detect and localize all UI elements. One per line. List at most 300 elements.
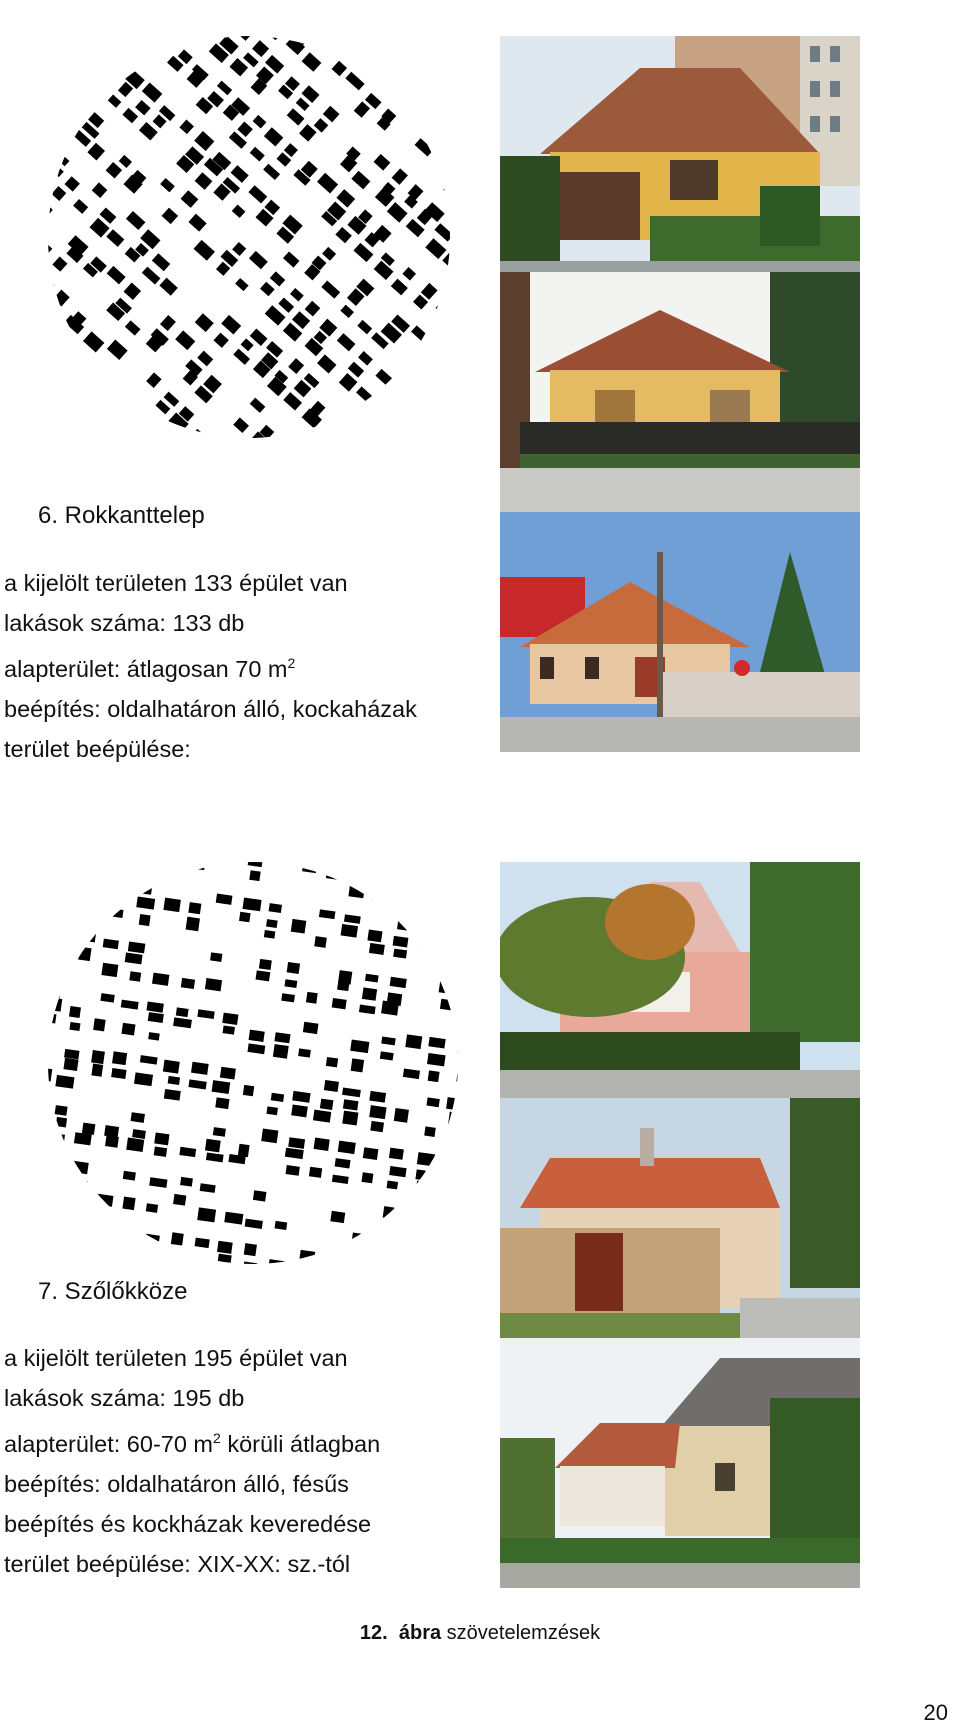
- building-footprint: [306, 992, 318, 1004]
- figure-caption: [0, 1622, 960, 1645]
- building-footprint: [112, 1051, 127, 1065]
- building-footprint: [232, 242, 246, 256]
- building-footprint: [426, 1097, 439, 1107]
- building-footprint: [322, 247, 336, 261]
- building-footprint: [337, 333, 356, 351]
- photo-pink-gable-house-with-trees: [500, 862, 860, 1098]
- building-footprint: [217, 1241, 233, 1254]
- building-footprint: [301, 85, 319, 103]
- building-footprint: [448, 1112, 458, 1127]
- building-footprint: [122, 1197, 135, 1211]
- building-footprint: [428, 1037, 445, 1049]
- building-footprint: [394, 1108, 409, 1123]
- building-footprint: [213, 1127, 226, 1137]
- building-footprint: [332, 998, 347, 1009]
- building-footprint: [260, 282, 275, 297]
- building-footprint: [342, 1087, 361, 1097]
- building-footprint: [135, 100, 151, 115]
- building-footprint: [248, 185, 267, 203]
- building-footprint: [175, 330, 195, 350]
- building-footprint: [438, 154, 450, 169]
- building-footprint: [152, 253, 170, 271]
- building-footprint: [129, 971, 141, 981]
- szolokkoze-details: [4, 1338, 380, 1584]
- building-footprint: [134, 1072, 153, 1086]
- building-footprint: [340, 305, 354, 318]
- building-footprint: [48, 897, 50, 911]
- building-footprint: [126, 211, 146, 230]
- building-footprint: [335, 227, 351, 243]
- building-footprint: [173, 1017, 192, 1028]
- building-footprint: [379, 1222, 396, 1236]
- building-footprint: [425, 238, 446, 259]
- building-footprint: [195, 313, 214, 332]
- building-footprint: [429, 346, 445, 362]
- building-footprint: [299, 1250, 315, 1264]
- building-footprint: [326, 1057, 338, 1067]
- building-footprint: [427, 1241, 445, 1253]
- building-footprint: [48, 275, 54, 294]
- building-footprint: [124, 39, 139, 54]
- dwelling-count-line: lakások száma: 195 db: [4, 1385, 245, 1411]
- building-footprint: [232, 205, 246, 218]
- building-footprint: [391, 279, 408, 296]
- building-footprint: [412, 366, 427, 381]
- building-footprint: [142, 82, 163, 102]
- building-footprint: [354, 101, 370, 117]
- building-footprint: [250, 147, 265, 162]
- building-footprint: [48, 161, 64, 177]
- building-footprint: [101, 963, 118, 977]
- development-period-line: terület beépülése: XIX-XX: sz.-tól: [4, 1550, 351, 1577]
- building-footprint: [154, 1132, 169, 1145]
- building-footprint: [374, 154, 391, 171]
- building-footprint: [173, 1194, 186, 1206]
- building-footprint: [48, 303, 60, 320]
- building-footprint: [248, 862, 263, 867]
- building-footprint: [153, 114, 167, 128]
- building-footprint: [421, 283, 438, 300]
- building-footprint: [186, 917, 200, 932]
- building-footprint: [96, 1194, 113, 1207]
- building-footprint: [178, 49, 193, 64]
- building-footprint: [443, 180, 450, 198]
- map-drawing: [48, 36, 450, 438]
- building-footprint: [389, 1166, 407, 1177]
- building-footprint: [125, 320, 141, 335]
- building-footprint: [64, 1217, 80, 1229]
- building-footprint: [448, 292, 450, 307]
- building-footprint: [197, 1207, 216, 1222]
- building-footprint: [53, 75, 73, 94]
- building-footprint: [179, 120, 194, 135]
- building-footprint: [217, 1254, 232, 1264]
- building-footprint: [121, 1023, 135, 1036]
- building-footprint: [242, 898, 261, 912]
- building-footprint: [164, 1089, 181, 1101]
- building-footprint: [303, 1022, 319, 1034]
- building-footprint: [269, 903, 282, 913]
- building-footprint: [393, 936, 409, 948]
- building-footprint: [239, 912, 251, 922]
- building-footprint: [431, 1225, 444, 1239]
- building-footprint: [231, 165, 249, 183]
- building-footprint: [106, 162, 122, 178]
- building-footprint: [362, 987, 377, 1000]
- building-footprint: [216, 262, 230, 276]
- building-footprint: [397, 917, 410, 931]
- building-footprint: [145, 1234, 160, 1243]
- building-footprint: [337, 981, 349, 991]
- building-footprint: [264, 127, 283, 146]
- building-footprint: [73, 1179, 88, 1192]
- building-footprint: [350, 1040, 369, 1054]
- building-footprint: [93, 1225, 105, 1238]
- building-footprint: [288, 358, 304, 374]
- building-footprint: [237, 122, 252, 137]
- building-footprint: [446, 1097, 458, 1111]
- building-footprint: [48, 957, 60, 969]
- building-footprint: [51, 186, 66, 201]
- building-footprint: [266, 919, 278, 928]
- building-footprint: [361, 1172, 373, 1183]
- building-footprint: [249, 1030, 265, 1042]
- floor-area-unit-exponent: 2: [287, 655, 296, 671]
- building-footprint: [149, 39, 165, 56]
- building-footprint: [290, 288, 304, 301]
- building-footprint: [222, 1013, 238, 1025]
- building-footprint: [292, 1091, 310, 1103]
- building-footprint: [370, 1121, 384, 1132]
- building-footprint: [367, 929, 382, 942]
- building-footprint: [442, 252, 450, 269]
- building-footprint: [71, 1193, 84, 1204]
- building-footprint: [48, 1067, 52, 1082]
- building-footprint: [342, 1111, 358, 1126]
- building-footprint: [351, 171, 370, 190]
- building-footprint: [281, 993, 295, 1002]
- building-footprint: [91, 1239, 103, 1251]
- building-footprint: [327, 862, 345, 866]
- building-footprint: [440, 1187, 455, 1200]
- building-footprint: [415, 138, 434, 156]
- building-footprint: [352, 862, 369, 866]
- building-footprint: [428, 418, 445, 435]
- building-footprint: [224, 1212, 243, 1225]
- building-footprint: [194, 131, 214, 151]
- building-footprint: [104, 1125, 119, 1137]
- building-footprint: [314, 1138, 330, 1151]
- building-footprint: [291, 919, 307, 934]
- building-footprint: [402, 267, 416, 281]
- building-footprint: [343, 1099, 359, 1110]
- building-footprint: [238, 1144, 250, 1157]
- building-footprint: [430, 896, 442, 908]
- building-footprint: [275, 1221, 288, 1230]
- building-footprint: [428, 1070, 440, 1082]
- building-footprint: [110, 57, 125, 72]
- building-footprint: [245, 1219, 263, 1229]
- building-footprint: [122, 108, 138, 123]
- building-footprint: [446, 924, 458, 938]
- building-footprint: [149, 1177, 167, 1188]
- building-footprint: [381, 392, 400, 411]
- building-footprint: [278, 298, 294, 313]
- building-footprint: [314, 936, 327, 948]
- building-footprint: [100, 993, 114, 1002]
- building-footprint: [83, 48, 97, 62]
- building-footprint: [441, 370, 450, 383]
- building-footprint: [323, 106, 340, 123]
- building-footprint: [48, 36, 53, 39]
- building-footprint: [332, 61, 348, 77]
- building-footprint: [197, 1009, 214, 1019]
- building-footprint: [247, 1043, 265, 1054]
- building-footprint: [72, 1161, 89, 1174]
- building-footprint: [348, 362, 364, 378]
- building-footprint: [357, 320, 372, 334]
- building-footprint: [82, 904, 94, 916]
- building-footprint: [191, 1062, 209, 1075]
- building-footprint: [118, 82, 133, 97]
- building-footprint: [154, 1146, 168, 1156]
- floor-area-text: alapterület: 60-70 m: [4, 1430, 214, 1457]
- building-footprint: [48, 203, 53, 218]
- building-footprint: [131, 1112, 145, 1123]
- building-footprint: [48, 1158, 64, 1172]
- floor-area-text: alapterület: átlagosan 70 m: [4, 655, 288, 682]
- building-footprint: [148, 1032, 160, 1040]
- building-footprint: [125, 952, 143, 964]
- building-footprint: [206, 1152, 224, 1162]
- building-footprint: [194, 240, 215, 261]
- building-footprint: [62, 1232, 81, 1246]
- building-footprint: [381, 1001, 399, 1016]
- photo-orange-roof-house-with-brick-wall: [500, 1098, 860, 1338]
- building-footprint: [321, 281, 340, 299]
- building-footprint: [215, 1097, 229, 1109]
- building-footprint: [55, 1075, 74, 1089]
- building-footprint: [285, 1148, 304, 1159]
- building-footprint: [140, 1055, 158, 1064]
- building-count-line: a kijelölt területen 195 épület van: [4, 1345, 348, 1371]
- building-footprint: [326, 869, 342, 880]
- building-footprint: [249, 870, 260, 881]
- building-footprint: [330, 1211, 345, 1223]
- building-footprint: [141, 1246, 158, 1255]
- building-footprint: [250, 398, 266, 413]
- floor-area-unit-exponent: 2: [213, 1430, 221, 1446]
- building-footprint: [419, 934, 435, 947]
- building-footprint: [442, 1171, 455, 1182]
- building-footprint: [317, 354, 336, 373]
- building-footprint: [48, 1012, 56, 1023]
- building-footprint: [223, 1025, 235, 1034]
- building-footprint: [298, 1048, 311, 1057]
- building-footprint: [164, 392, 180, 407]
- building-footprint: [212, 1080, 231, 1094]
- dwelling-count-line: lakások száma: 133 db: [4, 610, 245, 636]
- building-footprint: [63, 1058, 78, 1071]
- building-footprint: [48, 868, 49, 882]
- building-footprint: [64, 1049, 79, 1059]
- building-footprint: [256, 970, 271, 981]
- building-footprint: [103, 939, 119, 950]
- building-footprint: [152, 973, 169, 986]
- building-footprint: [139, 914, 151, 926]
- building-footprint: [440, 999, 453, 1011]
- building-footprint: [119, 155, 132, 168]
- building-footprint: [259, 959, 272, 970]
- building-footprint: [235, 278, 248, 291]
- building-footprint: [140, 886, 152, 895]
- building-footprint: [205, 1139, 221, 1153]
- building-footprint: [416, 1181, 427, 1192]
- building-footprint: [205, 978, 222, 991]
- building-footprint: [128, 942, 146, 954]
- building-footprint: [299, 124, 317, 142]
- building-footprint: [111, 1068, 126, 1079]
- building-footprint: [163, 1060, 180, 1074]
- building-type-line-2: beépítés és kockházak keveredése: [4, 1510, 372, 1537]
- building-footprint: [351, 1232, 365, 1245]
- building-footprint: [82, 1123, 95, 1135]
- building-footprint: [181, 978, 195, 989]
- building-footprint: [146, 1203, 158, 1213]
- building-footprint: [195, 1238, 210, 1249]
- building-footprint: [390, 419, 409, 438]
- building-footprint: [325, 428, 339, 438]
- building-footprint: [383, 1206, 395, 1219]
- building-footprint: [387, 202, 408, 222]
- building-footprint: [313, 1110, 331, 1123]
- building-footprint: [317, 173, 338, 194]
- building-footprint: [273, 1044, 289, 1059]
- building-footprint: [114, 877, 133, 892]
- building-footprint: [91, 1254, 103, 1264]
- building-footprint: [55, 928, 71, 938]
- building-footprint: [320, 1259, 338, 1264]
- figure-number: 12.: [359, 1622, 388, 1644]
- building-footprint: [446, 360, 450, 377]
- building-footprint: [415, 1169, 429, 1180]
- building-footprint: [264, 930, 275, 939]
- building-footprint: [422, 925, 435, 938]
- building-footprint: [241, 338, 254, 351]
- building-footprint: [124, 283, 142, 300]
- building-footprint: [417, 1152, 435, 1166]
- building-footprint: [162, 208, 179, 224]
- building-footprint: [436, 302, 450, 318]
- building-footprint: [180, 1177, 193, 1187]
- building-footprint: [369, 1091, 386, 1103]
- building-footprint: [344, 914, 361, 924]
- building-footprint: [80, 929, 97, 942]
- building-footprint: [91, 76, 107, 92]
- building-footprint: [433, 867, 446, 878]
- building-footprint: [369, 1105, 386, 1119]
- building-footprint: [359, 1005, 376, 1015]
- building-footprint: [345, 72, 364, 91]
- building-footprint: [287, 962, 300, 974]
- building-footprint: [83, 331, 104, 352]
- building-footprint: [132, 1129, 146, 1139]
- building-footprint: [261, 1128, 278, 1143]
- building-footprint: [188, 1079, 206, 1089]
- building-footprint: [380, 1051, 394, 1060]
- building-footprint: [244, 1243, 257, 1256]
- building-footprint: [439, 981, 458, 994]
- building-footprint: [253, 1190, 267, 1201]
- building-footprint: [253, 115, 267, 129]
- building-footprint: [55, 1105, 68, 1116]
- building-footprint: [48, 997, 62, 1012]
- building-footprint: [68, 57, 86, 74]
- building-footprint: [403, 1222, 419, 1232]
- building-footprint: [233, 36, 251, 41]
- building-footprint: [221, 315, 241, 335]
- building-footprint: [126, 1138, 144, 1152]
- building-footprint: [286, 1165, 300, 1176]
- building-footprint: [268, 1259, 285, 1264]
- building-footprint: [168, 1076, 180, 1085]
- building-footprint: [348, 433, 367, 438]
- building-footprint: [114, 1256, 130, 1264]
- building-footprint: [87, 143, 105, 161]
- building-footprint: [445, 322, 450, 340]
- building-footprint: [216, 894, 233, 905]
- building-footprint: [74, 36, 91, 39]
- building-footprint: [265, 305, 286, 325]
- floor-area-suffix: körüli átlagban: [220, 1430, 381, 1457]
- building-footprint: [265, 36, 283, 40]
- building-footprint: [217, 81, 232, 96]
- building-footprint: [181, 190, 199, 208]
- building-footprint: [363, 1147, 379, 1160]
- building-footprint: [392, 168, 408, 184]
- building-footprint: [442, 1154, 454, 1166]
- building-footprint: [233, 417, 249, 433]
- building-footprint: [456, 1074, 458, 1083]
- building-footprint: [425, 884, 444, 895]
- building-footprint: [48, 168, 51, 183]
- building-footprint: [283, 251, 300, 267]
- building-footprint: [387, 1181, 399, 1190]
- floor-area-line: [4, 643, 417, 689]
- building-footprint: [107, 266, 126, 284]
- building-footprint: [69, 1022, 80, 1031]
- building-type-line: beépítés: oldalhatáron álló, kockaházak: [4, 695, 417, 722]
- building-footprint: [284, 143, 298, 157]
- building-footprint: [358, 351, 373, 366]
- building-footprint: [287, 108, 305, 125]
- building-footprint: [372, 888, 388, 902]
- building-footprint: [48, 238, 52, 257]
- building-footprint: [271, 1093, 284, 1102]
- building-footprint: [73, 199, 88, 214]
- building-footprint: [91, 1064, 103, 1077]
- floor-area-line: [4, 1418, 380, 1464]
- building-footprint: [89, 218, 109, 238]
- building-footprint: [48, 136, 53, 152]
- building-footprint: [445, 944, 458, 953]
- building-footprint: [160, 315, 176, 331]
- building-footprint: [381, 1036, 395, 1045]
- figure-ground-map-szolokkoze: [48, 862, 458, 1264]
- building-footprint: [48, 1219, 55, 1231]
- building-footprint: [53, 290, 70, 307]
- building-footprint: [69, 1006, 81, 1018]
